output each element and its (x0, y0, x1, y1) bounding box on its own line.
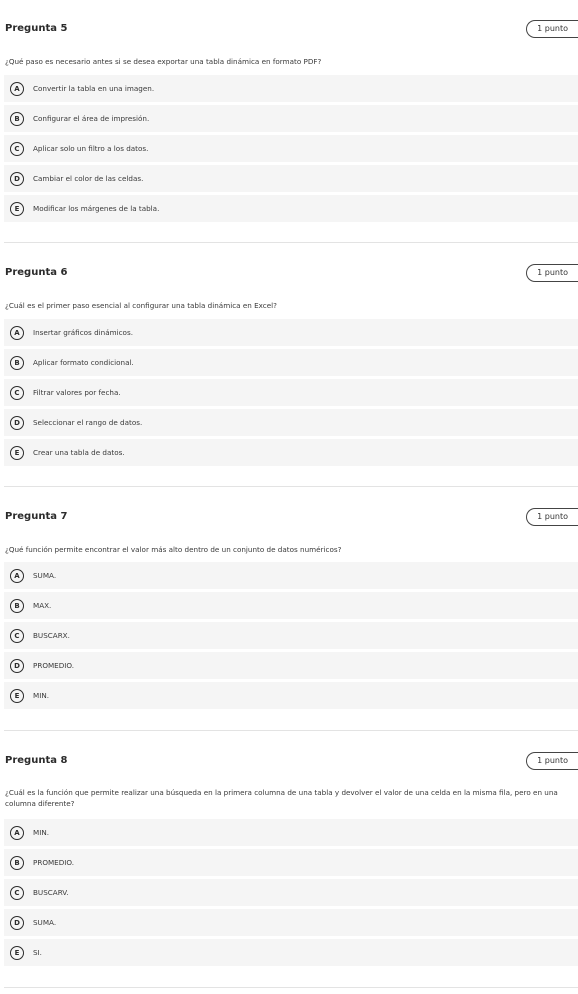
option-text: Insertar gráficos dinámicos. (33, 328, 133, 337)
option-text: Convertir la tabla en una imagen. (33, 84, 155, 93)
option-d[interactable] (4, 909, 578, 936)
option-letter-circle: D (10, 659, 24, 673)
question-text: ¿Cuál es el primer paso esencial al configurar una tabla dinámica en Excel? (5, 301, 277, 310)
option-text: Modificar los márgenes de la tabla. (33, 204, 160, 213)
question-title: Pregunta 8 (5, 755, 68, 766)
option-b[interactable] (4, 592, 578, 619)
question-title: Pregunta 7 (5, 511, 68, 522)
option-text: BUSCARX. (33, 631, 70, 640)
option-letter-circle: E (10, 946, 24, 960)
question-text: ¿Qué paso es necesario antes si se desea exportar una tabla dinámica en formato PDF? (5, 57, 322, 66)
question-text: ¿Cuál es la función que permite realizar una búsqueda en la primera columna de una tabla y devolver el valor de una celda en la misma fila, pero en una columna diferente? (5, 788, 558, 808)
option-text: BUSCARV. (33, 888, 69, 897)
option-letter-circle: A (10, 826, 24, 840)
question-header (0, 752, 578, 772)
question-6 (0, 264, 578, 457)
section-divider (4, 486, 578, 487)
points-badge: 1 punto (526, 752, 578, 770)
option-text: MIN. (33, 828, 49, 837)
option-c[interactable] (4, 135, 578, 162)
option-e[interactable] (4, 195, 578, 222)
option-b[interactable] (4, 849, 578, 876)
option-a[interactable] (4, 75, 578, 102)
option-e[interactable] (4, 939, 578, 966)
options-list (4, 75, 578, 225)
option-letter-circle: E (10, 689, 24, 703)
option-text: Crear una tabla de datos. (33, 448, 125, 457)
option-b[interactable] (4, 105, 578, 132)
option-text: SI. (33, 948, 42, 957)
option-text: MAX. (33, 601, 52, 610)
option-letter-circle: E (10, 202, 24, 216)
option-letter-circle: C (10, 142, 24, 156)
question-8 (0, 752, 578, 957)
option-text: Filtrar valores por fecha. (33, 388, 121, 397)
option-letter-circle: D (10, 416, 24, 430)
section-divider (4, 730, 578, 731)
option-letter-circle: B (10, 356, 24, 370)
options-list (4, 819, 578, 969)
option-letter-circle: B (10, 856, 24, 870)
option-e[interactable] (4, 682, 578, 709)
question-title: Pregunta 6 (5, 267, 68, 278)
option-text: Configurar el área de impresión. (33, 114, 150, 123)
question-title: Pregunta 5 (5, 23, 68, 34)
option-letter-circle: A (10, 82, 24, 96)
option-letter-circle: D (10, 916, 24, 930)
question-5 (0, 20, 578, 213)
option-d[interactable] (4, 165, 578, 192)
question-header (0, 20, 578, 40)
option-d[interactable] (4, 652, 578, 679)
options-list (4, 319, 578, 469)
option-text: Aplicar formato condicional. (33, 358, 134, 367)
points-badge: 1 punto (526, 20, 578, 38)
option-letter-circle: A (10, 326, 24, 340)
option-b[interactable] (4, 349, 578, 376)
option-text: Cambiar el color de las celdas. (33, 174, 144, 183)
question-text: ¿Qué función permite encontrar el valor más alto dentro de un conjunto de datos numéricos? (5, 545, 342, 554)
option-text: MIN. (33, 691, 49, 700)
section-divider (4, 987, 578, 988)
option-letter-circle: B (10, 112, 24, 126)
option-text: Aplicar solo un filtro a los datos. (33, 144, 149, 153)
option-letter-circle: A (10, 569, 24, 583)
question-header (0, 508, 578, 528)
option-text: Seleccionar el rango de datos. (33, 418, 143, 427)
option-letter-circle: E (10, 446, 24, 460)
option-a[interactable] (4, 562, 578, 589)
option-letter-circle: C (10, 386, 24, 400)
option-a[interactable] (4, 819, 578, 846)
option-letter-circle: C (10, 886, 24, 900)
points-badge: 1 punto (526, 264, 578, 282)
option-text: SUMA. (33, 571, 57, 580)
option-text: SUMA. (33, 918, 57, 927)
option-d[interactable] (4, 409, 578, 436)
section-divider (4, 242, 578, 243)
question-header (0, 264, 578, 284)
option-c[interactable] (4, 379, 578, 406)
option-text: PROMEDIO. (33, 858, 75, 867)
options-list (4, 562, 578, 712)
option-letter-circle: B (10, 599, 24, 613)
option-text: PROMEDIO. (33, 661, 75, 670)
points-badge: 1 punto (526, 508, 578, 526)
option-letter-circle: D (10, 172, 24, 186)
option-c[interactable] (4, 622, 578, 649)
option-e[interactable] (4, 439, 578, 466)
option-letter-circle: C (10, 629, 24, 643)
option-a[interactable] (4, 319, 578, 346)
option-c[interactable] (4, 879, 578, 906)
question-7 (0, 508, 578, 700)
